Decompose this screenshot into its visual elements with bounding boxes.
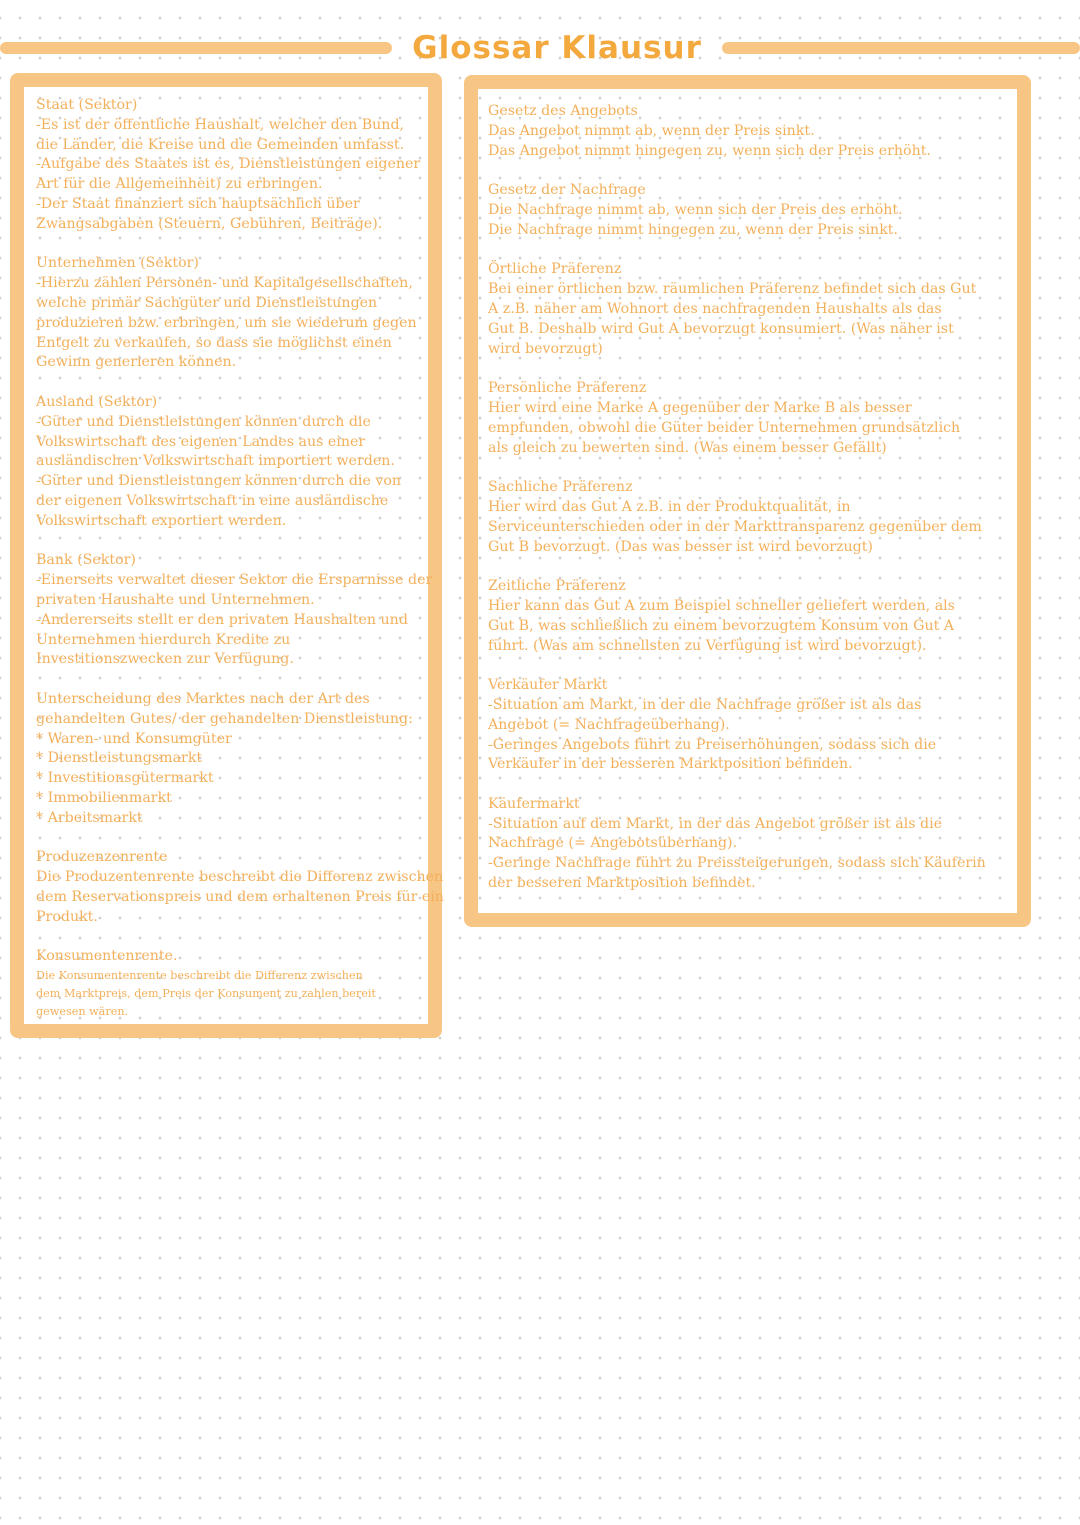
entry-title: Unternehmen (Sektor) <box>36 255 199 272</box>
glossary-entry <box>488 577 1007 656</box>
entry-title: Ausland (Sektor) <box>36 393 158 410</box>
entry-text-line: der eigenen Volkswirtschaft in eine ausländische <box>36 492 389 509</box>
entry-text-line: wird bevorzugt) <box>488 340 603 357</box>
entry-title: Konsumentenrente. <box>36 948 178 965</box>
entry-text-line: * Arbeitsmarkt <box>36 809 143 826</box>
entry-text-line: Zwangsabgaben (Steuern, Gebühren, Beiträge). <box>36 215 383 232</box>
entry-text-line: gehandelten Gutes/ der gehandelten Dienstleistung: <box>36 710 413 727</box>
entry-text-line: ausländischen Volkswirtschaft importiert werden. <box>36 453 395 470</box>
entry-title: Käufermarkt <box>488 795 580 812</box>
title-underline-right <box>722 42 1080 54</box>
glossary-entry <box>488 676 1007 775</box>
entry-text-line: empfunden, obwohl die Güter beider Unternehmen grundsätzlich <box>488 419 961 436</box>
entry-text-line: Die Konsumentenrente beschreibt die Differenz zwischen <box>36 969 363 983</box>
entry-text-line: Die Nachfrage nimmt ab, wenn sich der Preis des erhöht. <box>488 201 903 218</box>
glossary-entry <box>36 96 421 235</box>
glossary-entry <box>36 393 418 532</box>
entry-text-line: Unternehmen hierdurch Kredite zu <box>36 631 291 648</box>
entry-text-line: Hier wird das Gut A z.B. in der Produktqualität, in <box>488 498 851 515</box>
entry-text-line: der besseren Marktposition befindet. <box>488 875 756 892</box>
entry-text-line: Gut B. Deshalb wird Gut A bevorzugt konsumiert. (Was näher ist <box>488 320 954 337</box>
glossary-entry <box>488 379 1007 458</box>
entry-text-line: * Immobilienmarkt <box>36 789 172 806</box>
title-underline-left <box>0 42 392 54</box>
entry-text-line: -Der Staat finanziert sich hauptsächlich über <box>36 195 360 212</box>
entry-text-line: Bei einer örtlichen bzw. räumlichen Präferenz befindet sich das Gut <box>488 281 977 298</box>
entry-text-line: -Aufgabe des Staates ist es, Dienstleistungen eigener <box>36 156 421 173</box>
entry-text-line: dem Reservationspreis und dem erhaltenen Preis für ein <box>36 888 444 905</box>
entry-text-line: Hier kann das Gut A zum Beispiel schneller geliefert werden, als <box>488 597 955 614</box>
glossary-panel-left <box>10 73 442 1038</box>
entry-text-line: * Investitionsgütermarkt <box>36 770 214 787</box>
glossary-entry <box>488 260 1007 359</box>
entry-text-line: * Dienstleistungsmarkt <box>36 750 203 767</box>
entry-text-line: als gleich zu bewerten sind. (Was einem besser Gefällt) <box>488 439 887 456</box>
entry-text-line: dem Marktpreis, dem Preis der Konsument zu zahlen bereit <box>36 986 376 1000</box>
glossary-panel-right <box>464 75 1031 927</box>
entry-text-line: Das Angebot nimmt ab, wenn der Preis sinkt. <box>488 122 815 139</box>
glossary-entry <box>36 690 418 829</box>
entry-text-line: * Waren- und Konsumgüter <box>36 730 232 747</box>
entry-text-line: -Situation am Markt, in der die Nachfrage größer ist als das <box>488 696 922 713</box>
entry-text-line: gewesen wären. <box>36 1004 129 1018</box>
entry-text-line: Nachfrage (= Angebotsüberhang). <box>488 835 738 852</box>
entry-title: Unterscheidung des Marktes nach der Art des <box>36 690 370 707</box>
page-title: Glossar Klausur <box>412 30 702 66</box>
entry-text-line: Das Angebot nimmt hingegen zu, wenn sich der Preis erhöht. <box>488 142 931 159</box>
entry-text-line: welche primär Sachgüter und Dienstleistungen <box>36 294 378 311</box>
glossary-entry <box>36 254 418 373</box>
entry-text-line: -Geringe Nachfrage führt zu Preissteigerungen, sodass sich Käuferin <box>488 855 986 872</box>
entry-text-line: Angebot (= Nachfrageüberhang). <box>488 716 730 733</box>
entry-text-line: Gewinn generieren können. <box>36 354 237 371</box>
entry-text-line: Hier wird eine Marke A gegenüber der Marke B als besser <box>488 399 912 416</box>
entry-text-line: Volkswirtschaft des eigenen Landes aus einer <box>36 433 366 450</box>
entry-title: Persönliche Präferenz <box>488 380 647 397</box>
entry-text-line: Verkäufer in der besseren Marktposition befinden. <box>488 756 853 773</box>
entry-text-line: produzieren bzw. erbringen, um sie wiederum gegen <box>36 314 417 331</box>
entry-text-line: -Einerseits verwaltet dieser Sektor die Ersparnisse der <box>36 572 433 589</box>
entry-title: Bank (Sektor) <box>36 552 136 569</box>
entry-text-line: A z.B. näher am Wohnort des nachfragenden Haushalts als das <box>488 300 942 317</box>
glossary-entry <box>488 102 1007 161</box>
entry-text-line: -Andererseits stellt er den privaten Haushalten und <box>36 611 408 628</box>
entry-title: Örtliche Präferenz <box>488 261 622 278</box>
entry-text-line: Art für die Allgemeinheit) zu erbringen. <box>36 176 323 193</box>
entry-title: Sachliche Präferenz <box>488 479 633 496</box>
entry-title: Zeitliche Präferenz <box>488 578 626 595</box>
entry-text-line: privaten Haushalte und Unternehmen. <box>36 591 315 608</box>
entry-title: Gesetz des Angebots <box>488 103 638 119</box>
glossary-entry <box>36 848 444 927</box>
glossary-entry <box>488 181 1007 240</box>
entry-text-line: Gut B bevorzugt. (Das was besser ist wird bevorzugt) <box>488 538 873 555</box>
glossary-entry <box>36 551 433 670</box>
entry-text-line: -Güter und Dienstleistungen können durch die von <box>36 473 402 490</box>
entry-text-line: Serviceunterschieden oder in der Markttransparenz gegenüber dem <box>488 518 982 535</box>
entry-text-line: Entgelt zu verkaufen, so dass sie möglichst einen <box>36 334 392 351</box>
glossary-entry <box>36 947 418 1020</box>
entry-title: Verkäufer Markt <box>488 677 608 694</box>
entry-text-line: -Geringes Angebots führt zu Preiserhöhungen, sodass sich die <box>488 736 937 753</box>
entry-text-line: -Güter und Dienstleistungen können durch die <box>36 413 371 430</box>
entry-text-line: Produkt. <box>36 908 98 925</box>
glossary-entry <box>488 795 1007 894</box>
entry-text-line: die Länder, die Kreise und die Gemeinden umfasst. <box>36 136 405 153</box>
entry-title: Staat (Sektor) <box>36 97 138 113</box>
entry-text-line: Die Nachfrage nimmt hingegen zu, wenn der Preis sinkt. <box>488 221 899 238</box>
entry-text-line: Volkswirtschaft exportiert werden. <box>36 512 287 529</box>
entry-text-line: Investitionszwecken zur Verfügung. <box>36 651 294 668</box>
entry-text-line: -Situation auf dem Markt, in der das Angebot größer ist als die <box>488 815 943 832</box>
entry-text-line: -Hierzu zählen Personen- und Kapitalgesellschaften, <box>36 275 413 292</box>
entry-text-line: Gut B, was schließlich zu einem bevorzugtem Konsum von Gut A <box>488 617 955 634</box>
glossary-entry <box>488 478 1007 557</box>
entry-text-line: -Es ist der öffentliche Haushalt, welcher den Bund, <box>36 116 405 133</box>
entry-text-line: Die Produzentenrente beschreibt die Differenz zwischen <box>36 869 444 886</box>
entry-text-line: führt. (Was am schnellsten zu Verfügung ist wird bevorzugt). <box>488 637 927 654</box>
entry-title: Gesetz der Nachfrage <box>488 182 646 199</box>
entry-title: Produzenzenrente <box>36 849 168 866</box>
